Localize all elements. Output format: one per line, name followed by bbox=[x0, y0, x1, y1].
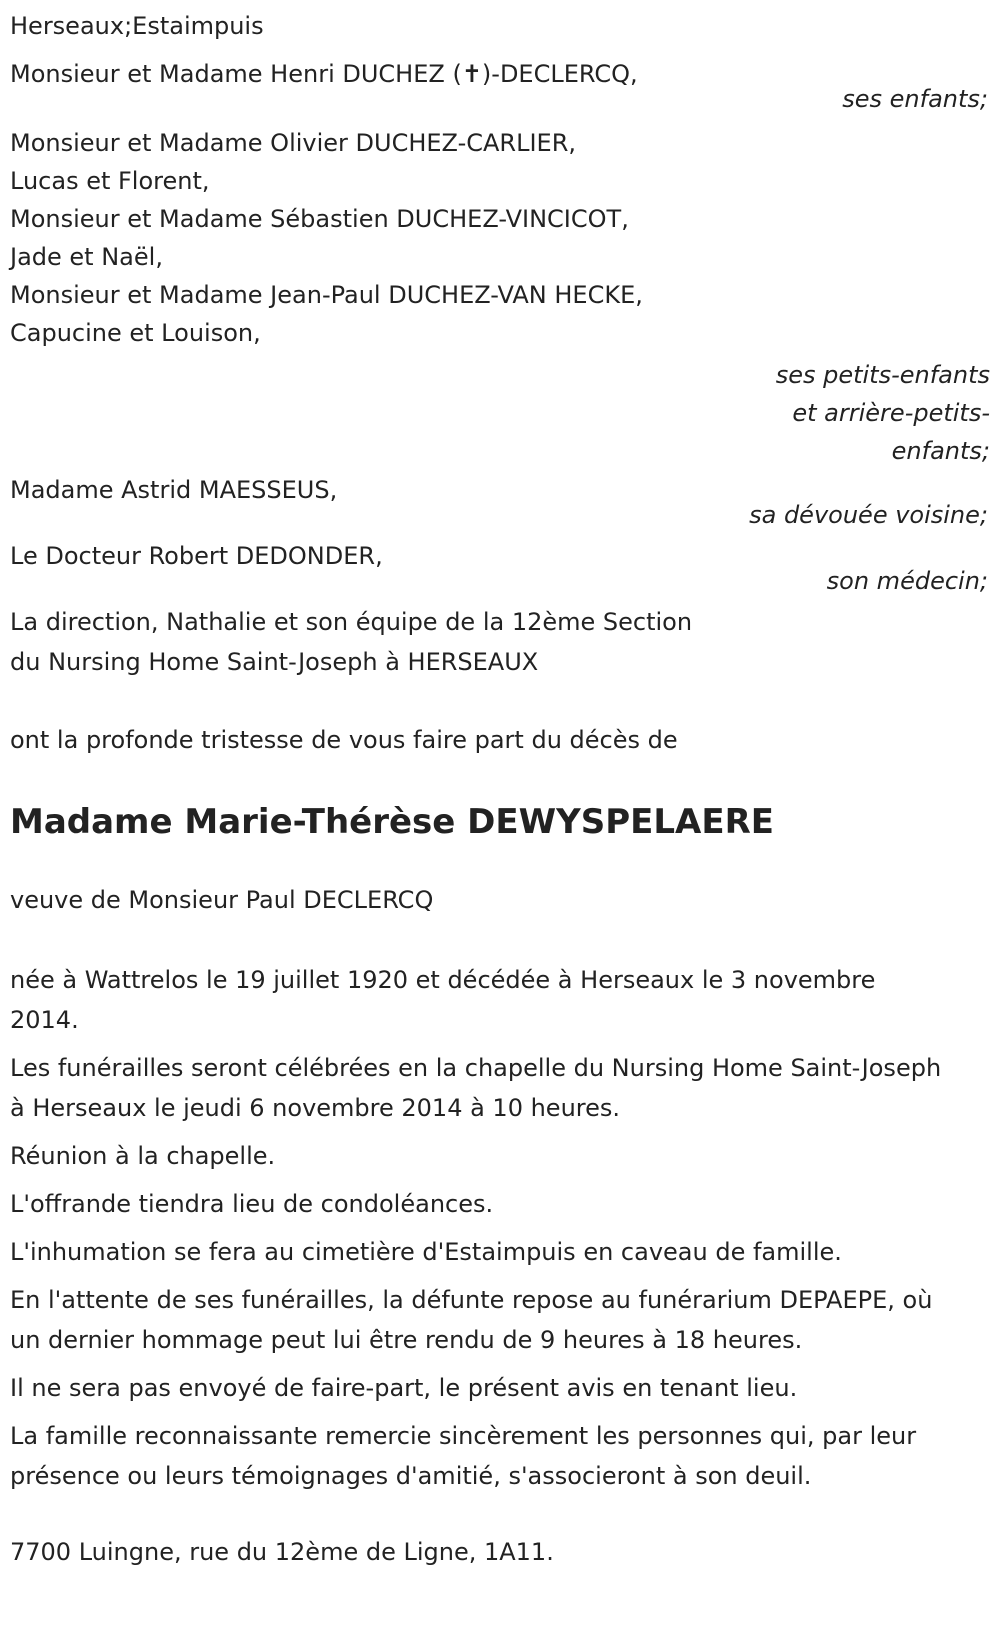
grandchildren-role bbox=[760, 356, 990, 470]
detail-paragraph: Les funérailles seront célébrées en la chapelle du Nursing Home Saint-Joseph à Herseaux le jeudi 6 novembre 2014 à 10 heures. bbox=[10, 1054, 942, 1122]
header-locations: Herseaux;Estaimpuis bbox=[10, 12, 264, 40]
grandchild-line: Jade et Naël, bbox=[10, 243, 163, 271]
grandchildren-role-line: ses petits-enfants bbox=[775, 361, 990, 389]
neighbor-name: Madame Astrid MAESSEUS, bbox=[10, 476, 338, 504]
grandchildren-role-line: enfants; bbox=[891, 437, 990, 465]
detail-paragraph: En l'attente de ses funérailles, la défunte repose au funérarium DEPAEPE, où un dernier hommage peut lui être rendu de 9 heures à 18 heures. bbox=[10, 1286, 933, 1354]
neighbor-role: sa dévouée voisine; bbox=[749, 501, 988, 529]
family-doctor bbox=[10, 536, 990, 596]
children-role: ses enfants; bbox=[842, 85, 988, 113]
grandchildren-role-line: et arrière-petits- bbox=[792, 399, 990, 427]
detail-paragraph: Il ne sera pas envoyé de faire-part, le présent avis en tenant lieu. bbox=[10, 1374, 798, 1402]
detail-paragraph: née à Wattrelos le 19 juillet 1920 et décédée à Herseaux le 3 novembre 2014. bbox=[10, 966, 876, 1034]
detail-paragraph: L'inhumation se fera au cimetière d'Estaimpuis en caveau de famille. bbox=[10, 1238, 842, 1266]
nursing-line: du Nursing Home Saint-Joseph à HERSEAUX bbox=[10, 648, 539, 676]
detail-paragraph: L'offrande tiendra lieu de condoléances. bbox=[10, 1190, 494, 1218]
grandchild-line: Monsieur et Madame Sébastien DUCHEZ-VINCICOT, bbox=[10, 205, 629, 233]
widow-of: veuve de Monsieur Paul DECLERCQ bbox=[10, 886, 434, 914]
deceased-name: Madame Marie-Thérèse DEWYSPELAERE bbox=[10, 802, 774, 842]
detail-paragraph: Réunion à la chapelle. bbox=[10, 1142, 276, 1170]
grandchild-line: Lucas et Florent, bbox=[10, 167, 210, 195]
family-grandchildren bbox=[10, 124, 990, 470]
family-children bbox=[10, 54, 990, 114]
grandchild-line: Capucine et Louison, bbox=[10, 319, 261, 347]
family-nursing bbox=[10, 602, 990, 682]
nursing-line: La direction, Nathalie et son équipe de la 12ème Section bbox=[10, 608, 693, 636]
grandchild-line: Monsieur et Madame Jean-Paul DUCHEZ-VAN HECKE, bbox=[10, 281, 643, 309]
address: 7700 Luingne, rue du 12ème de Ligne, 1A11. bbox=[10, 1538, 554, 1566]
doctor-name: Le Docteur Robert DEDONDER, bbox=[10, 542, 383, 570]
family-neighbor bbox=[10, 470, 990, 530]
children-name: Monsieur et Madame Henri DUCHEZ (✝)-DECLERCQ, bbox=[10, 60, 638, 88]
announcement: ont la profonde tristesse de vous faire part du décès de bbox=[10, 726, 678, 754]
grandchild-line: Monsieur et Madame Olivier DUCHEZ-CARLIER, bbox=[10, 129, 577, 157]
detail-paragraph: La famille reconnaissante remercie sincèrement les personnes qui, par leur présence ou leurs témoignages d'amitié, s'associeront à son deuil. bbox=[10, 1422, 917, 1490]
doctor-role: son médecin; bbox=[826, 567, 988, 595]
details bbox=[10, 960, 950, 1496]
